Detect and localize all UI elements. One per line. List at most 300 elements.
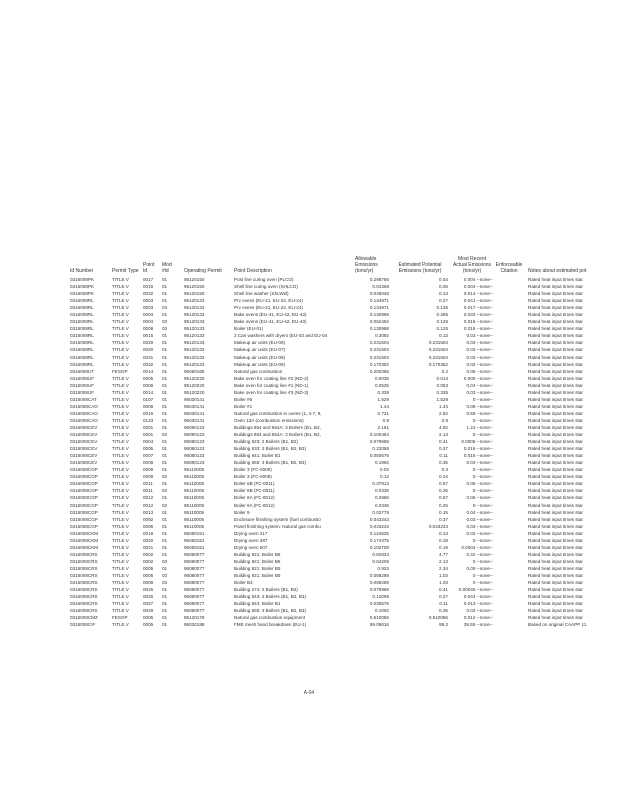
table-cell: Rated heat input times star — [528, 530, 583, 536]
table-cell: 0.231504 — [369, 340, 389, 346]
table-cell: 0.00045 --none-- — [458, 587, 493, 593]
table-cell: Rated heat input times star — [528, 467, 583, 473]
table-row — [70, 382, 618, 389]
header-cell: Estimated Potential Emissions (tons/yr) — [398, 262, 442, 274]
table-cell: Shell line curing oven (SHLCO) — [234, 284, 298, 290]
table-cell: 0008 — [143, 580, 154, 586]
table-cell: 0316008CGP — [70, 467, 98, 473]
table-cell: 0316008CGP — [70, 481, 98, 487]
table-cell: Shell line washer (ShLWsl) — [234, 291, 289, 297]
table-cell: TITLE V — [112, 382, 129, 388]
table-cell: 0.030576 — [369, 601, 389, 607]
table-cell: 0.170352 — [369, 361, 389, 367]
table-cell: 0005 — [143, 615, 154, 621]
table-cell: TITLE V — [112, 439, 129, 445]
table-cell: Rated heat input times star — [528, 488, 583, 494]
table-cell: TITLE V — [112, 460, 129, 466]
table-cell: 99.3 — [439, 622, 448, 628]
table-cell: Rated heat input times star — [528, 432, 583, 438]
table-cell: 0316008CEV — [70, 446, 98, 452]
table-cell: 95120133 — [184, 312, 205, 318]
table-cell: 2.13 — [439, 558, 448, 564]
table-cell: Rated heat input times star — [528, 608, 583, 614]
table-cell: 0.19 — [439, 544, 448, 550]
table-cell: 0.03 --none-- — [466, 354, 493, 360]
table-row — [70, 346, 618, 353]
table-cell: 0.1992 — [374, 460, 389, 466]
table-cell: 0 --none-- — [472, 396, 493, 402]
table-cell: 0316008CEV — [70, 424, 98, 430]
table-cell: 0.2 — [441, 368, 448, 374]
table-cell: 96080077 — [184, 587, 205, 593]
table-cell: 95050151 — [184, 530, 205, 536]
table-cell: 0123 — [143, 417, 154, 423]
table-cell: 95120133 — [184, 347, 205, 353]
table-cell: Building 921: Boiler B6 — [234, 551, 281, 557]
table-cell: 0.231504 — [369, 354, 389, 360]
table-cell: TITLE V — [112, 417, 129, 423]
table-cell: 4.77 — [439, 551, 448, 557]
table-cell: 0.02 --none-- — [466, 530, 493, 536]
table-cell: 0 --none-- — [472, 502, 493, 508]
table-cell: 0.03 --none-- — [466, 608, 493, 614]
table-cell: 0316008CEV — [70, 432, 98, 438]
table-cell: 02 — [162, 432, 168, 438]
table-cell: TITLE V — [112, 558, 129, 564]
table-cell: 0.42 --none-- — [466, 551, 493, 557]
table-cell: 01 — [162, 509, 168, 515]
table-cell: FESOP — [112, 615, 128, 621]
table-cell: 0.22056 — [372, 446, 389, 452]
table-cell: Boiler 9 — [234, 509, 250, 515]
table-cell: 0.04 — [439, 277, 448, 282]
table-cell: 0004 — [143, 312, 154, 318]
table-cell: 0 --none-- — [472, 467, 493, 473]
table-cell: 0.59 --none-- — [466, 410, 493, 416]
table-cell: 0.932 — [377, 565, 389, 571]
table-cell: 95120220 — [184, 389, 205, 395]
table-cell: TITLE V — [112, 298, 129, 304]
table-cell: Rated heat input times star — [528, 375, 583, 381]
table-cell: 01 — [162, 615, 168, 621]
table-cell: 96030141 — [184, 417, 205, 423]
table-cell: 02 — [162, 502, 168, 508]
table-cell: Rated heat input times star — [528, 446, 583, 452]
table-cell: 01 — [162, 622, 168, 628]
table-cell: 0.016 --none-- — [463, 326, 493, 332]
table-cell: TITLE V — [112, 375, 129, 381]
table-cell: TITLE V — [112, 446, 129, 452]
table-cell: 02 — [162, 488, 168, 494]
table-row — [70, 445, 618, 452]
table-cell: 0007 — [143, 453, 154, 459]
table-cell: 0.298756 — [369, 277, 389, 282]
header-cell: Point Description — [234, 268, 272, 274]
table-cell: 95120133 — [184, 361, 205, 367]
table-cell: 01 — [162, 354, 168, 360]
table-cell: 0029 — [143, 340, 154, 346]
table-cell: 95120133 — [184, 340, 205, 346]
table-cell: TITLE V — [112, 594, 129, 600]
table-cell: 95050151 — [184, 537, 205, 543]
table-cell: 0 --none-- — [472, 558, 493, 564]
table-cell: 0.005 --none-- — [463, 375, 493, 381]
table-cell: 0011 — [143, 488, 153, 494]
table-cell: FME mesh hand breakdown (EU-1) — [234, 622, 307, 628]
table-cell: 0.200365 — [369, 368, 389, 374]
table-cell: 96080077 — [184, 601, 205, 607]
table-cell: TITLE V — [112, 424, 129, 430]
table-row — [70, 530, 618, 537]
table-cell: 0.043243 — [369, 523, 389, 529]
table-cell: 96030141 — [184, 403, 205, 409]
table-cell: Building 921: Boiler B5 — [234, 565, 281, 571]
header-cell: Notes about estimated pot — [528, 268, 587, 274]
table-cell: 03 — [162, 558, 168, 564]
table-cell: Building 655: 3 Boilers (B1, B2, B3) — [234, 460, 307, 466]
table-cell: TITLE V — [112, 403, 129, 409]
table-cell: 1.24 --none-- — [466, 424, 493, 430]
table-cell: 0316008CRS — [70, 558, 98, 564]
table-cell: 0004 — [143, 439, 154, 445]
table-cell: Building 623: 2 Boilers (B1, B2) — [234, 439, 298, 445]
table-cell: 0.134971 — [369, 298, 389, 304]
table-body — [70, 276, 618, 628]
table-cell: Rated heat input times star — [528, 326, 583, 332]
table-cell: Rated heat input times star — [528, 361, 583, 367]
table-cell: Rated heat input times star — [528, 481, 583, 487]
header-cell: Id Number — [70, 268, 94, 274]
table-cell: 0316008CKM — [70, 544, 99, 550]
table-row — [70, 579, 618, 586]
table-cell: 0.11 — [439, 453, 448, 459]
table-cell: Rated heat input times star — [528, 558, 583, 564]
table-cell: 0316008UF — [70, 389, 95, 395]
table-row — [70, 487, 618, 494]
table-row — [70, 297, 618, 304]
table-cell: 0.170352 — [428, 361, 448, 367]
table-cell: 01 — [162, 544, 168, 550]
table-cell: Natural gas combustion in ovens (1, 4-7, 9, — [234, 410, 322, 416]
table-cell: 0001 — [143, 424, 154, 430]
table-cell: 0316008CAO — [70, 410, 98, 416]
table-cell: 0019 — [143, 284, 154, 290]
table-cell: 01 — [162, 277, 168, 282]
table-cell: 0.265 — [436, 312, 448, 318]
table-cell: 95110005 — [184, 495, 205, 501]
table-cell: Makeup air units (EU-09) — [234, 361, 286, 367]
table-cell: Rated heat input times star — [528, 594, 583, 600]
table-cell: 0.13 — [439, 291, 448, 297]
table-cell: 0.13 — [439, 530, 448, 536]
table-cell: 2.161 — [377, 424, 389, 430]
table-cell: 01 — [162, 587, 168, 593]
table-cell: Rated heat input times star — [528, 333, 583, 339]
table-cell: 0316008RL — [70, 305, 94, 311]
table-cell: TITLE V — [112, 488, 129, 494]
table-row — [70, 332, 618, 339]
table-cell: 0008 — [143, 460, 154, 466]
table-cell: 0.335 — [436, 389, 448, 395]
table-cell: 0005 — [143, 375, 154, 381]
table-row — [70, 290, 618, 297]
table-cell: 95120133 — [184, 305, 205, 311]
table-cell: 96080123 — [184, 446, 205, 452]
table-cell: Bake ovens (EU-41, EU-42, EU-43) — [234, 319, 307, 325]
table-cell: 0316008RL — [70, 347, 94, 353]
table-cell: 0316008RL — [70, 354, 94, 360]
table-cell: 0095 — [143, 523, 154, 529]
table-cell: TITLE V — [112, 347, 129, 353]
table-cell: 0005 — [143, 572, 154, 578]
table-row — [70, 551, 618, 558]
table-cell: 0.130968 — [369, 312, 389, 318]
table-cell: Rated heat input times star — [528, 347, 583, 353]
table-cell: 0032 — [143, 291, 154, 297]
table-cell: Rated heat input times star — [528, 389, 583, 395]
table-cell: 0.41 — [439, 587, 448, 593]
table-cell: TITLE V — [112, 277, 129, 282]
table-cell: 95120220 — [184, 375, 205, 381]
table-cell: 95110005 — [184, 516, 205, 522]
table-cell: Boiler (EU-01) — [234, 326, 264, 332]
table-cell: 0 --none-- — [472, 572, 493, 578]
table-cell: Rated heat input times star — [528, 298, 583, 304]
table-cell: 0.11 — [439, 601, 448, 607]
table-cell: 0.004 --none-- — [463, 284, 493, 290]
table-cell: 95120133 — [184, 354, 205, 360]
table-cell: Rated heat input times star — [528, 439, 583, 445]
table-cell: Building 843: Boiler B1 — [234, 601, 281, 607]
table-cell: 0316008UF — [70, 375, 95, 381]
table-cell: 0.014 — [436, 375, 448, 381]
table-cell: Rated heat input times star — [528, 544, 583, 550]
table-cell: 0030 — [143, 347, 154, 353]
table-cell: TITLE V — [112, 580, 129, 586]
table-cell: Rated heat input times star — [528, 495, 583, 501]
table-cell: Boiler #5 — [234, 396, 253, 402]
table-cell: 96030188 — [184, 622, 205, 628]
table-cell: 0316008RL — [70, 312, 94, 318]
table-cell: TITLE V — [112, 453, 129, 459]
table-cell: TITLE V — [112, 530, 129, 536]
table-cell: 96090123 — [184, 432, 205, 438]
table-cell: 95110005 — [184, 474, 205, 480]
table-cell: 01 — [162, 333, 168, 339]
table-row — [70, 473, 618, 480]
table-row — [70, 431, 618, 438]
table-cell: 0011 — [143, 481, 153, 487]
table-cell: 0.231504 — [428, 354, 448, 360]
table-cell: 96080077 — [184, 565, 205, 571]
table-cell: 0.135 — [436, 305, 448, 311]
table-cell: TITLE V — [112, 587, 129, 593]
table-row — [70, 424, 618, 431]
table-cell: Rated heat input times star — [528, 291, 583, 297]
table-cell: 0.2856 — [374, 495, 389, 501]
table-cell: TITLE V — [112, 284, 129, 290]
table-cell: 0316008CEV — [70, 439, 98, 445]
table-cell: 0027 — [143, 601, 154, 607]
table-cell: 1.44 — [439, 403, 448, 409]
table-cell: 01 — [162, 347, 168, 353]
table-row — [70, 516, 618, 523]
table-cell: 0.0004 --none-- — [461, 544, 493, 550]
header-cell: Allowable Emissions (tons/yr) — [355, 256, 378, 274]
header-cell: Mod #id — [162, 262, 172, 274]
table-cell: Makeup air units (EU-07) — [234, 347, 286, 353]
table-cell: Buildings 654 and 654A: 3 Boilers (B1, B2, — [234, 432, 321, 438]
table-cell: Enclosure finishing system (fuel combustio — [234, 516, 321, 522]
table-row — [70, 325, 618, 332]
table-row — [70, 480, 618, 487]
table-cell: 0.0525 — [374, 382, 389, 388]
table-cell: 01 — [162, 417, 168, 423]
table-cell: TITLE V — [112, 502, 129, 508]
table-cell: 0.9 — [441, 417, 448, 423]
table-cell: Rated heat input times star — [528, 312, 583, 318]
table-cell: 95120179 — [184, 615, 205, 621]
table-cell: 0316008PK — [70, 291, 95, 297]
table-cell: 0.100464 — [369, 432, 389, 438]
table-cell: 0014 — [143, 368, 154, 374]
table-cell: 0.174375 — [369, 537, 389, 543]
table-cell: 0004 — [143, 319, 154, 325]
table-row — [70, 607, 618, 614]
table-cell: 0.03 --none-- — [466, 389, 493, 395]
table-cell: 01 — [162, 284, 168, 290]
table-cell: 0.079668 — [369, 439, 389, 445]
table-cell: Rated heat input times star — [528, 551, 583, 557]
table-cell: 0316008CIF — [70, 622, 96, 628]
table-row — [70, 283, 618, 290]
table-cell: Boiler 6A (FC-0012) — [234, 495, 275, 501]
table-cell: 96080123 — [184, 439, 205, 445]
table-cell: 0316008CRS — [70, 594, 98, 600]
table-cell: TITLE V — [112, 333, 129, 339]
table-cell: 01 — [162, 601, 168, 607]
table-cell: 0.18 — [439, 537, 448, 543]
table-cell: 0 --none-- — [472, 474, 493, 480]
table-row — [70, 389, 618, 396]
table-cell: Rated heat input times star — [528, 277, 583, 282]
table-cell: 0.043243 — [428, 523, 448, 529]
table-cell: 95110005 — [184, 481, 205, 487]
table-cell: 0.231504 — [428, 347, 448, 353]
table-cell: 01 — [162, 298, 168, 304]
table-cell: 0316008CRS — [70, 572, 98, 578]
table-cell: 0.05 — [439, 284, 448, 290]
table-cell: Rated heat input times star — [528, 340, 583, 346]
table-cell: TITLE V — [112, 565, 129, 571]
table-cell: 0.03 --none-- — [466, 347, 493, 353]
table-cell: 0316008RL — [70, 319, 94, 325]
table-cell: 0.03 --none-- — [466, 516, 493, 522]
table-cell: 0.25 — [439, 502, 448, 508]
table-cell: 0008 — [143, 403, 154, 409]
table-cell: 01 — [162, 608, 168, 614]
table-cell: TITLE V — [112, 312, 129, 318]
table-cell: 0032 — [143, 361, 154, 367]
table-row — [70, 438, 618, 445]
table-row — [70, 368, 618, 375]
table-cell: 0316008CGP — [70, 502, 98, 508]
table-cell: 0.02775 — [372, 509, 389, 515]
table-cell: 0316008CAO — [70, 403, 98, 409]
table-cell: Rated heat input times star — [528, 382, 583, 388]
table-cell: TITLE V — [112, 509, 129, 515]
table-cell: 0005 — [143, 565, 154, 571]
table-row — [70, 339, 618, 346]
table-cell: 01 — [162, 446, 168, 452]
table-cell: 0.12 — [380, 474, 389, 480]
table-cell: 01 — [162, 361, 168, 367]
table-cell: Panel finishing system: Natural gas combu — [234, 523, 321, 529]
table-row — [70, 586, 618, 593]
table-cell: FESOP — [112, 368, 128, 374]
table-cell: 0316008CGP — [70, 516, 98, 522]
table-cell: 0.37912 — [372, 481, 389, 487]
table-cell: 03 — [162, 305, 168, 311]
table-cell: TITLE V — [112, 495, 129, 501]
table-cell: 0.0336 — [374, 488, 389, 494]
table-cell: 0.124525 — [369, 530, 389, 536]
table-cell: 0.130968 — [369, 326, 389, 332]
table-cell: 0316008PK — [70, 284, 95, 290]
table-cell: 95120133 — [184, 333, 205, 339]
table-cell: 99.09616 — [369, 622, 389, 628]
table-cell: TITLE V — [112, 537, 129, 543]
table-cell: 0316008CKM — [70, 530, 99, 536]
table-cell: 0.050576 — [369, 453, 389, 459]
table-cell: 95120133 — [184, 298, 205, 304]
table-cell: 0.0005 --none-- — [461, 439, 493, 445]
table-cell: 0028 — [143, 608, 154, 614]
table-cell: 01 — [162, 530, 168, 536]
table-cell: 0316008CGP — [70, 495, 98, 501]
table-row — [70, 417, 618, 424]
table-cell: 01 — [162, 312, 168, 318]
table-cell: 0316008RL — [70, 340, 94, 346]
table-cell: 0.03 --none-- — [466, 460, 493, 466]
table-cell: 0.02 --none-- — [466, 361, 493, 367]
table-cell: Natural gas combustion equipment — [234, 615, 305, 621]
table-cell: 01 — [162, 382, 168, 388]
table-cell: 0002 — [143, 558, 154, 564]
table-cell: Rated heat input times star — [528, 284, 583, 290]
table-cell: 0009 — [143, 474, 154, 480]
table-cell: 0316008CEV — [70, 453, 98, 459]
table-cell: 0021 — [143, 544, 154, 550]
table-cell: 0316008CRS — [70, 601, 98, 607]
table-cell: 01 — [162, 481, 168, 487]
table-cell: 0020 — [143, 537, 154, 543]
table-cell: 0006 — [143, 382, 154, 388]
table-cell: 0.25 — [439, 488, 448, 494]
table-cell: 0.04368 — [372, 284, 389, 290]
table-cell: Rated heat input times star — [528, 319, 583, 325]
table-cell: 0316008UT — [70, 368, 95, 374]
table-cell: 0017 — [143, 277, 154, 282]
header-cell: Most Recent Actual Emissions (tons/yr) — [452, 256, 492, 274]
table-cell: Rated heat input times star — [528, 396, 583, 402]
table-cell: Based on original CAAPP 11 — [528, 622, 587, 628]
table-cell: TITLE V — [112, 340, 129, 346]
table-cell: 01 — [162, 551, 168, 557]
table-cell: 95120150 — [184, 291, 205, 297]
table-cell: TITLE V — [112, 551, 129, 557]
table-row — [70, 375, 618, 382]
